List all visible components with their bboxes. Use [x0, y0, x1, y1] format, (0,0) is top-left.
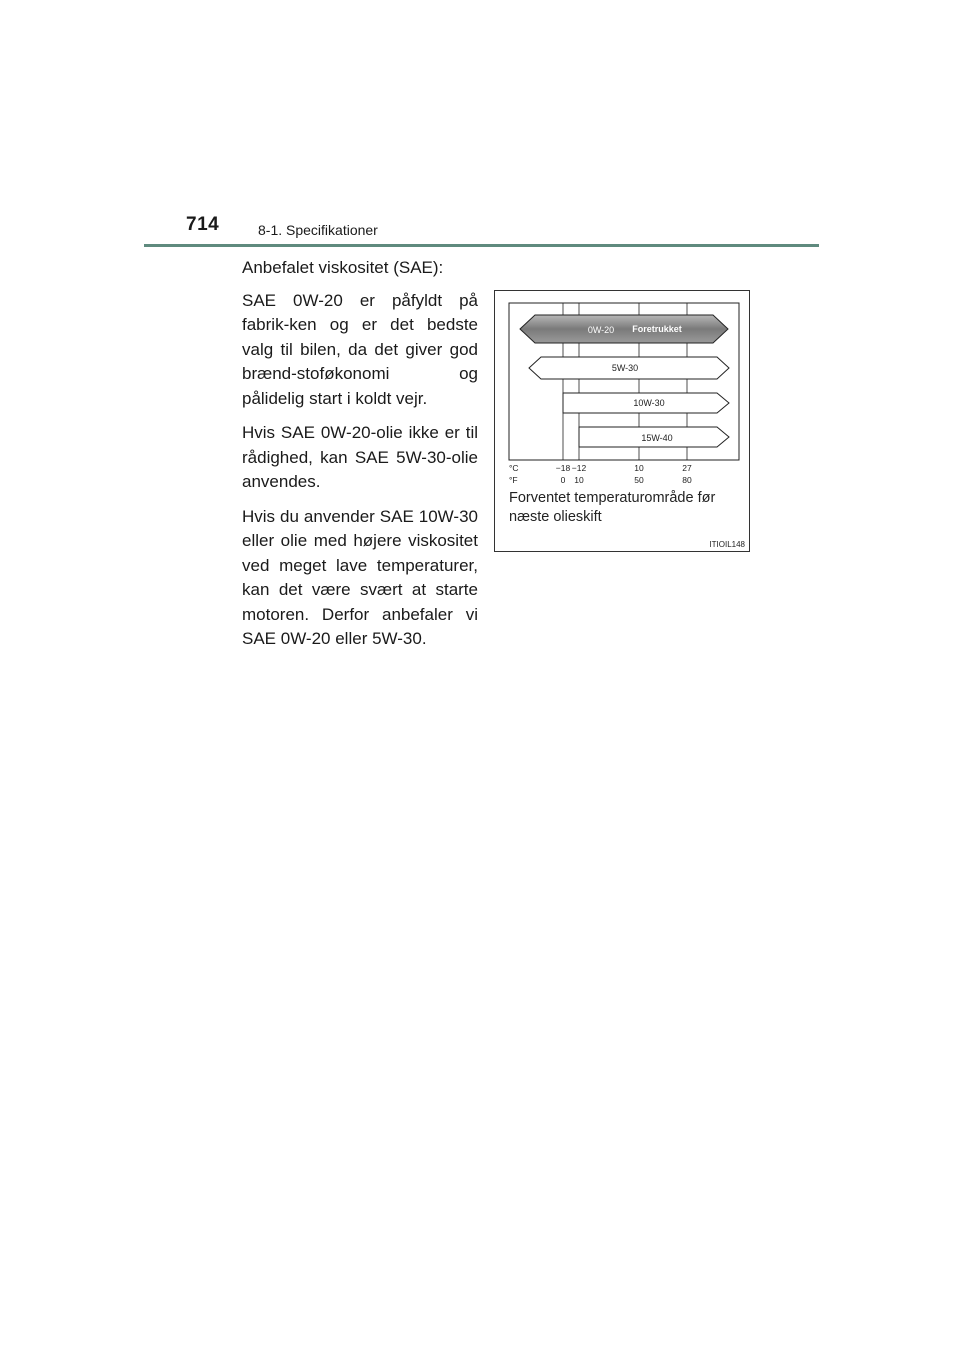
tick-f-50: 50: [634, 475, 644, 485]
body-text: [242, 256, 478, 662]
page-number: 714: [186, 214, 220, 235]
bar-label-10w-30: 10W-30: [633, 398, 665, 408]
bar-label-15w-40: 15W-40: [641, 433, 673, 443]
unit-fahrenheit: °F: [509, 475, 518, 485]
header-divider: [144, 244, 819, 247]
tick-c-minus-18: −18: [555, 463, 571, 473]
bar-tag-preferred: Foretrukket: [632, 324, 682, 334]
paragraph-factory-fill: SAE 0W-20 er påfyldt på fabrik-ken og er det bedste valg til bilen, da det giver god brænd-stoføkonomi og pålidelig start i koldt vejr.: [242, 290, 478, 408]
bar-label-5w-30: 5W-30: [611, 363, 639, 373]
unit-celsius: °C: [509, 463, 519, 473]
tick-f-10: 10: [574, 475, 584, 485]
bar-0w-20: [520, 315, 728, 343]
tick-c-minus-12: −12: [571, 463, 587, 473]
viscosity-temperature-chart: [494, 290, 750, 552]
tick-c-10: 10: [634, 463, 644, 473]
bar-label-0w-20: 0W-20: [587, 325, 615, 335]
section-title: 8-1. Specifikationer: [258, 222, 378, 238]
tick-f-0: 0: [560, 475, 566, 485]
figure-caption: Forventet temperaturområde før næste olieskift: [509, 490, 716, 525]
viscosity-heading: Anbefalet viskositet (SAE):: [242, 258, 444, 277]
paragraph-alternative-oil: Hvis SAE 0W-20-olie ikke er til rådighed, kan SAE 5W-30-olie anvendes.: [242, 423, 478, 491]
figure-id: ITIOIL148: [709, 540, 745, 549]
tick-c-27: 27: [682, 463, 692, 473]
tick-f-80: 80: [682, 475, 692, 485]
paragraph-cold-start-warning: Hvis du anvender SAE 10W-30 eller olie med højere viskositet ved meget lave temperaturer, kan det være svært at starte motoren. Derfor anbefaler vi SAE 0W-20 eller 5W-30.: [242, 506, 478, 648]
